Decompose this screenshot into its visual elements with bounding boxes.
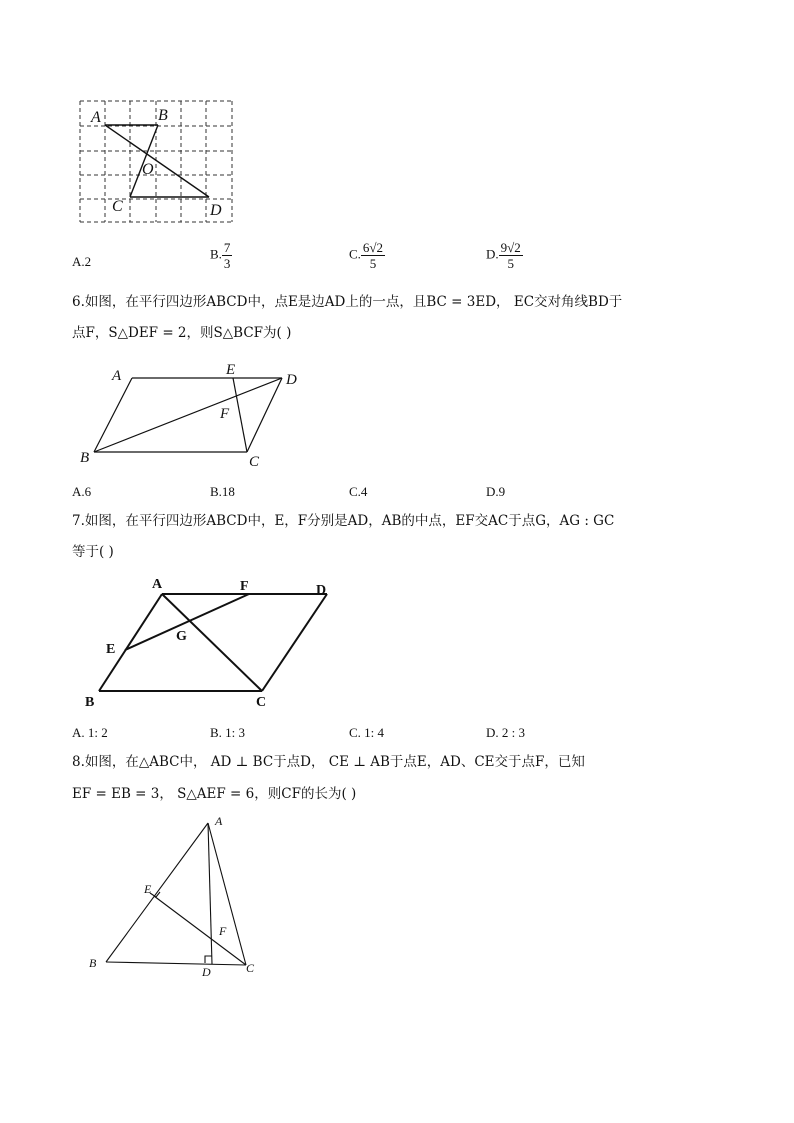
q5-option-b-prefix: B. <box>210 246 222 262</box>
q6-side-ab <box>94 378 132 452</box>
q8-label-b: B <box>89 956 97 970</box>
q5-option-c-prefix: C. <box>349 246 361 262</box>
q6-parallelogram-figure <box>72 360 312 475</box>
q8-text-line2: EF = EB = 3， S△AEF = 6，则CF的长为( ) <box>72 786 357 802</box>
q8-triangle-figure <box>72 815 282 985</box>
q5-option-b-denominator: 3 <box>223 256 231 271</box>
q6-label-d: D <box>286 372 297 388</box>
label-c: C <box>112 198 123 215</box>
q7-label-b: B <box>85 695 95 710</box>
q6-option-a[interactable]: A.6 <box>72 484 92 499</box>
q7-label-a: A <box>152 577 163 592</box>
q6-option-d[interactable]: D.9 <box>486 484 506 499</box>
q7-option-c[interactable]: C. 1: 4 <box>349 725 385 740</box>
q8-label-d: D <box>202 965 211 979</box>
q5-option-c-denominator: 5 <box>369 256 377 271</box>
q7-label-d: D <box>316 583 327 598</box>
label-o: O <box>142 161 154 178</box>
q7-label-c: C <box>256 695 267 710</box>
q5-option-c[interactable] <box>349 240 385 271</box>
q6-label-c: C <box>249 454 260 470</box>
q7-text-line2: 等于( ) <box>72 544 114 560</box>
q8-side-bc <box>106 962 246 965</box>
q5-option-d-numerator: 9√2 <box>500 240 521 255</box>
q5-option-b-numerator: 7 <box>223 240 231 255</box>
q7-side-dc <box>262 594 327 691</box>
q7-label-g: G <box>176 629 187 644</box>
q8-side-ab <box>106 823 208 962</box>
q7-option-d[interactable]: D. 2 : 3 <box>486 725 525 740</box>
q5-option-d-denominator: 5 <box>507 256 514 271</box>
q8-label-a: A <box>215 815 223 828</box>
q8-label-f: F <box>219 924 227 938</box>
q6-option-c[interactable]: C.4 <box>349 484 368 499</box>
q5-grid-figure <box>72 95 242 230</box>
q5-option-d[interactable] <box>486 240 523 271</box>
q8-label-e: E <box>144 882 152 896</box>
q7-label-f: F <box>240 579 249 594</box>
q6-label-e: E <box>226 362 236 378</box>
q7-label-e: E <box>106 642 116 657</box>
q6-segment-ec <box>233 378 247 452</box>
label-d: D <box>210 202 222 219</box>
q8-right-angle-d <box>205 956 212 963</box>
q5-option-a[interactable]: A.2 <box>72 254 92 269</box>
label-b: B <box>158 107 168 124</box>
q6-text-line2: 点F，S△DEF = 2，则S△BCF为( ) <box>72 325 292 341</box>
q5-option-c-numerator: 6√2 <box>362 240 384 255</box>
q8-altitude-ce <box>154 896 246 965</box>
segment-ad <box>105 125 209 197</box>
q6-label-a: A <box>112 368 122 384</box>
q8-label-c: C <box>246 961 255 975</box>
q6-label-f: F <box>220 406 230 422</box>
q7-text-line1: 7.如图，在平行四边形ABCD中，E，F分别是AD，AB的中点，EF交AC于点G，AG : GC <box>72 513 615 529</box>
q8-side-ac <box>208 823 246 965</box>
q6-option-b[interactable]: B.18 <box>210 484 235 499</box>
q6-label-b: B <box>80 450 90 466</box>
q7-option-a[interactable]: A. 1: 2 <box>72 725 108 740</box>
q5-option-d-prefix: D. <box>486 246 499 262</box>
q7-parallelogram-figure <box>72 572 342 712</box>
q6-text-line1: 6.如图，在平行四边形ABCD中，点E是边AD上的一点，且BC = 3ED， EC交对角线BD于 <box>72 294 623 310</box>
q7-option-b[interactable]: B. 1: 3 <box>210 725 246 740</box>
label-a: A <box>91 109 101 126</box>
q5-option-b[interactable] <box>210 240 232 271</box>
q8-text-line1: 8.如图，在△ABC中， AD ⊥ BC于点D， CE ⊥ AB于点E，AD、CE交于点F，已知 <box>72 754 585 770</box>
q6-diagonal-bd <box>94 378 282 452</box>
q8-altitude-ad <box>208 823 212 964</box>
